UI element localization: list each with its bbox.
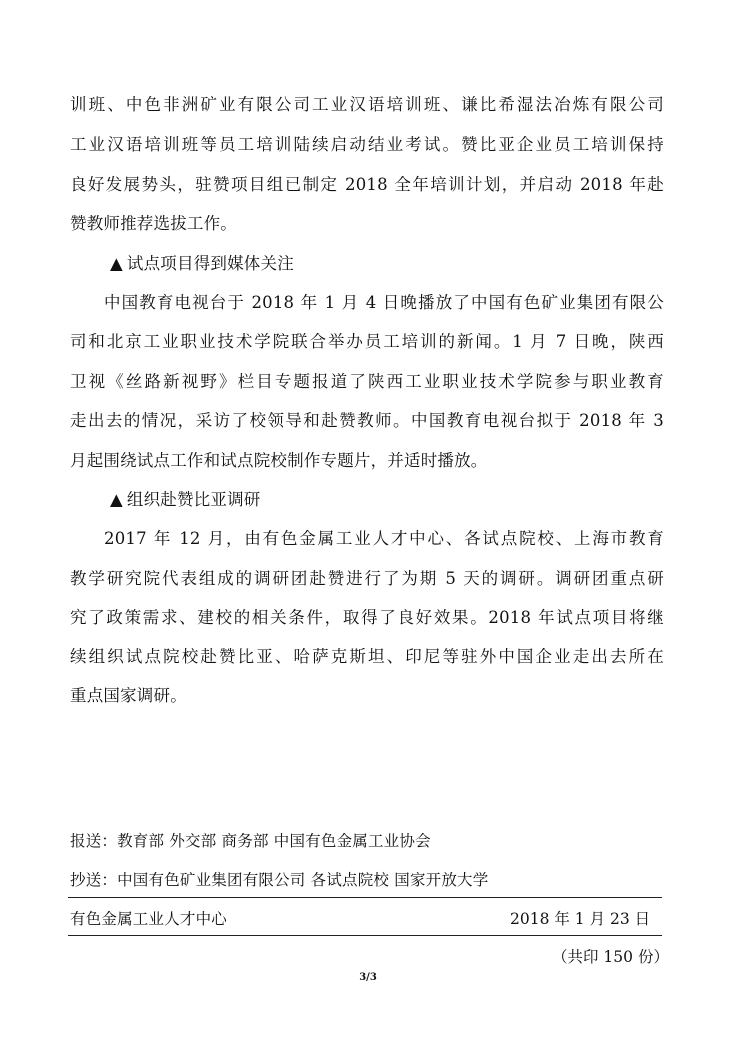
paragraph-line: 月起围绕试点工作和试点院校制作专题片，并适时播放。 (70, 451, 488, 470)
section-heading-media: ▲ 试点项目得到媒体关注 (110, 254, 294, 273)
paragraph-line: 工业汉语培训班等员工培训陆续启动结业考试。赞比亚企业员工培训保持 (70, 135, 664, 154)
triangle-bullet-icon: ▲ (110, 490, 123, 509)
issuer-name: 有色金属工业人才中心 (70, 910, 228, 928)
divider-top (68, 897, 662, 898)
triangle-bullet-icon: ▲ (110, 254, 123, 273)
paragraph-line: 续组织试点院校赴赞比亚、哈萨克斯坦、印尼等驻外中国企业走出去所在 (70, 647, 664, 666)
paragraph-line: 2017 年 12 月，由有色金属工业人才中心、各试点院校、上海市教育 (104, 529, 664, 548)
paragraph-line: 教学研究院代表组成的调研团赴赞进行了为期 5 天的调研。调研团重点研 (70, 569, 664, 588)
section-heading-research: ▲ 组织赴赞比亚调研 (110, 490, 261, 509)
paragraph-line: 中国教育电视台于 2018 年 1 月 4 日晚播放了中国有色矿业集团有限公 (104, 293, 664, 312)
paragraph-line: 赞教师推荐选拔工作。 (70, 214, 237, 233)
paragraph-line: 究了政策需求、建校的相关条件，取得了良好效果。2018 年试点项目将继 (70, 608, 664, 627)
report-to-line: 报送：教育部 外交部 商务部 中国有色金属工业协会 (70, 832, 431, 850)
paragraph-line: 走出去的情况，采访了校领导和赴赞教师。中国教育电视台拟于 2018 年 3 (70, 411, 664, 430)
paragraph-line: 训班、中色非洲矿业有限公司工业汉语培训班、谦比希湿法冶炼有限公司 (70, 95, 664, 114)
paragraph-line: 良好发展势头，驻赞项目组已制定 2018 全年培训计划，并启动 2018 年赴 (70, 175, 664, 194)
paragraph-line: 卫视《丝路新视野》栏目专题报道了陕西工业职业技术学院参与职业教育 (70, 372, 664, 391)
paragraph-line: 重点国家调研。 (70, 686, 187, 705)
page-number: 3/3 (359, 972, 377, 983)
paragraph-line: 司和北京工业职业技术学院联合举办员工培训的新闻。1 月 7 日晚，陕西 (70, 332, 664, 351)
issue-date: 2018 年 1 月 23 日 (510, 910, 651, 928)
copy-to-line: 抄送：中国有色矿业集团有限公司 各试点院校 国家开放大学 (70, 871, 489, 889)
divider-bottom (68, 935, 662, 936)
copies-count: （共印 150 份） (552, 948, 669, 966)
